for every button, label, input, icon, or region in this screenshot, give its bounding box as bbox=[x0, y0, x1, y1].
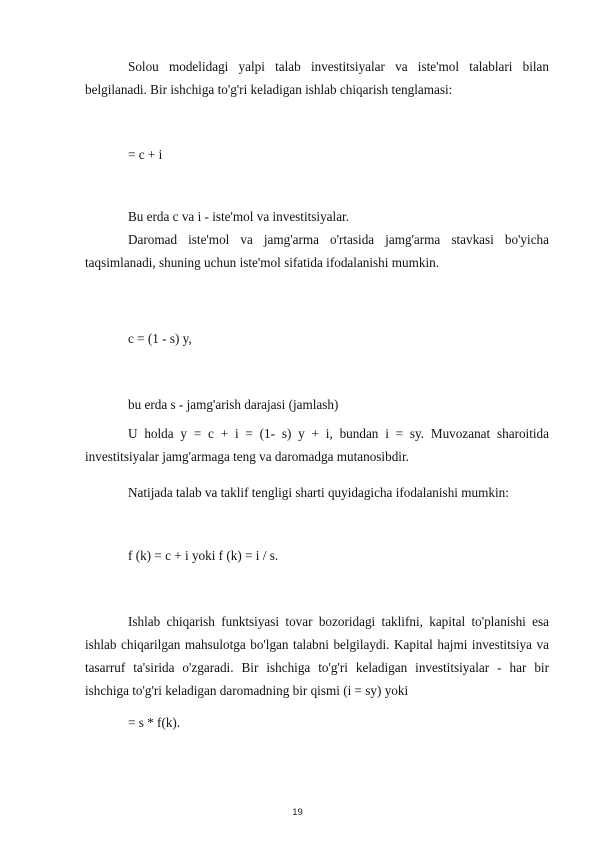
paragraph-condition: Natijada talab va taklif tengligi sharti quyidagicha ifodalanishi mumkin: bbox=[128, 485, 509, 500]
equation-output: = c + i bbox=[128, 147, 163, 162]
paragraph-savings-rate: bu erda s - jamg'arish darajasi (jamlash) bbox=[128, 397, 339, 412]
equation-equilibrium: f (k) = c + i yoki f (k) = i / s. bbox=[128, 548, 279, 563]
paragraph-income-split: Daromad iste'mol va jamg'arma o'rtasida jamg'arma stavkasi bo'yicha taqsimlanadi, shuning uchun iste'mol sifatida ifodalanishi mumkin. bbox=[85, 232, 549, 270]
paragraph-aggregate-demand: Solou modelidagi yalpi talab investitsiyalar va iste'mol talablari bilan belgilanadi. Bir ishchiga to'g'ri keladigan ishlab chiqarish tenglamasi: bbox=[85, 59, 549, 97]
equation-consumption: c = (1 - s) y, bbox=[128, 331, 192, 346]
equation-investment: = s * f(k). bbox=[128, 715, 181, 730]
paragraph-definitions: Bu erda c va i - iste'mol va investitsiyalar. bbox=[128, 209, 350, 224]
paragraph-production-function: Ishlab chiqarish funktsiyasi tovar bozoridagi taklifni, kapital to'planishi esa ishlab chiqarilgan mahsulotga bo'lgan talabni belgilaydi. Kapital hajmi investitsiya va tasarruf ta'sirida o'zgaradi. Bir ishchiga to'g'ri keladigan investitsiyalar - har bir ishchiga to'g'ri keladigan daromadning bir qismi (i = sy) yoki bbox=[85, 614, 549, 698]
page-number: 19 bbox=[292, 807, 303, 818]
paragraph-equilibrium: U holda y = c + i = (1- s) y + i, bundan i = sy. Muvozanat sharoitida investitsiyalar jamg'armaga teng va daromadga mutanosibdir. bbox=[85, 426, 549, 464]
